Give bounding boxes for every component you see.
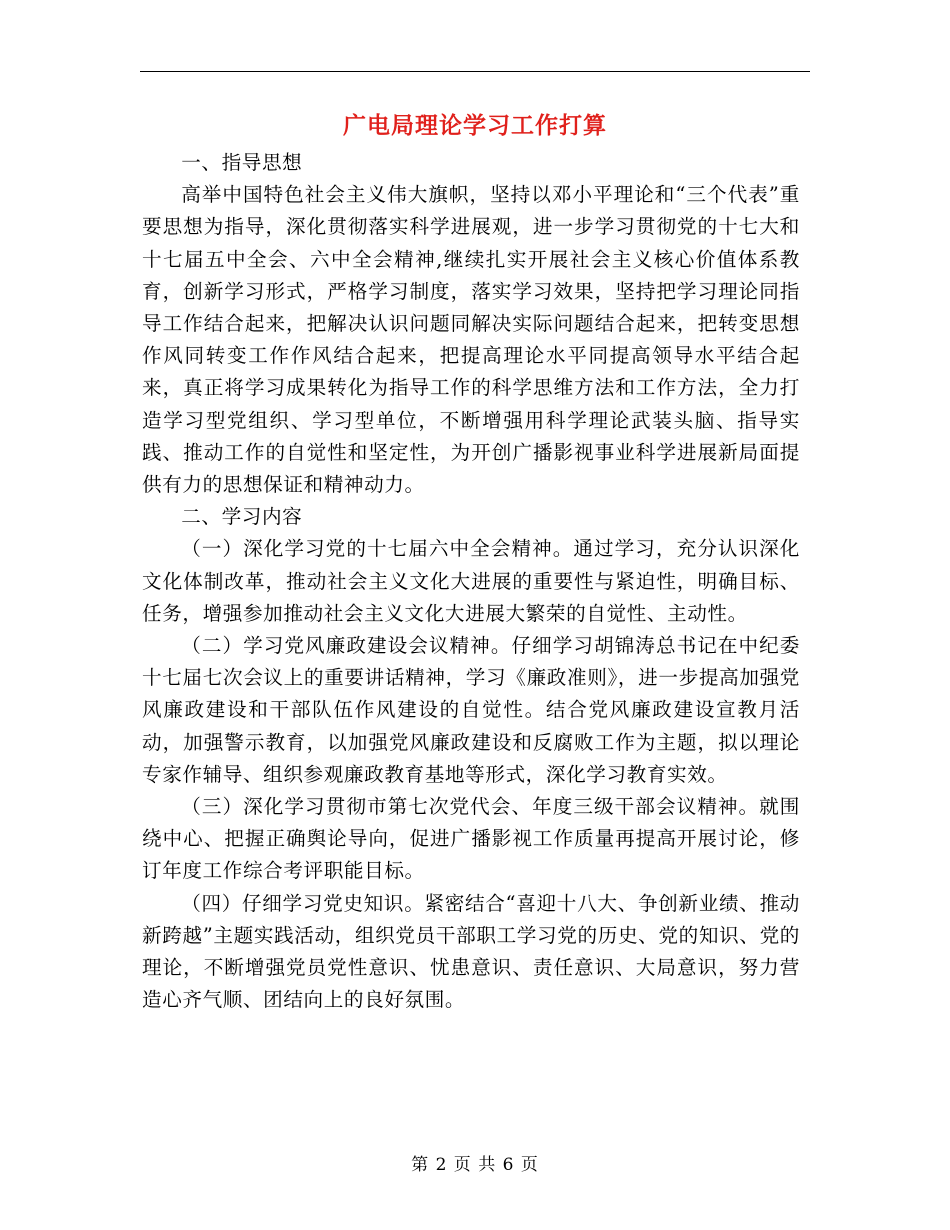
section-heading-guiding-ideology: 一、指导思想: [181, 151, 303, 174]
paragraph-item-4: （四）仔细学习党史知识。紧密结合“喜迎十八大、争创新业绩、推动新跨越”主题实践活动，组织党员干部职工学习党的历史、党的知识、党的理论，不断增强党员党性意识、忧患意识、责任意识、大局意识，努力营造心齐气顺、团结向上的良好氛围。: [142, 891, 800, 1012]
header-rule: [140, 71, 810, 72]
paragraph-item-3: （三）深化学习贯彻市第七次党代会、年度三级干部会议精神。就围绕中心、把握正确舆论导向，促进广播影视工作质量再提高开展讨论，修订年度工作综合考评职能目标。: [142, 795, 800, 883]
paragraph-guiding-ideology: 高举中国特色社会主义伟大旗帜，坚持以邓小平理论和“三个代表”重要思想为指导，深化贯彻落实科学进展观，进一步学习贯彻党的十七大和十七届五中全会、六中全会精神,继续扎实开展社会主义核心价值体系教育，创新学习形式，严格学习制度，落实学习效果，坚持把学习理论同指导工作结合起来，把解决认识问题同解决实际问题结合起来，把转变思想作风同转变工作作风结合起来，把提高理论水平同提高领导水平结合起来，真正将学习成果转化为指导工作的科学思维方法和工作方法，全力打造学习型党组织、学习型单位，不断增强用科学理论武装头脑、指导实践、推动工作的自觉性和坚定性，为开创广播影视事业科学进展新局面提供有力的思想保证和精神动力。: [142, 183, 800, 497]
section-heading-study-content: 二、学习内容: [181, 505, 303, 529]
document-title: 广电局理论学习工作打算: [343, 112, 607, 139]
paragraph-item-1: （一）深化学习党的十七届六中全会精神。通过学习，充分认识深化文化体制改革，推动社会主义文化大进展的重要性与紧迫性，明确目标、任务，增强参加推动社会主义文化大进展大繁荣的自觉性、主动性。: [142, 537, 800, 625]
document-body: [142, 147, 800, 1016]
paragraph-item-2: （二）学习党风廉政建设会议精神。仔细学习胡锦涛总书记在中纪委十七届七次会议上的重要讲话精神，学习《廉政准则》，进一步提高加强党风廉政建设和干部队伍作风建设的自觉性。结合党风廉政建设宣教月活动，加强警示教育，以加强党风廉政建设和反腐败工作为主题，拟以理论专家作辅导、组织参观廉政教育基地等形式，深化学习教育实效。: [142, 634, 800, 786]
page-number-footer: 第 2 页 共 6 页: [411, 1155, 539, 1175]
